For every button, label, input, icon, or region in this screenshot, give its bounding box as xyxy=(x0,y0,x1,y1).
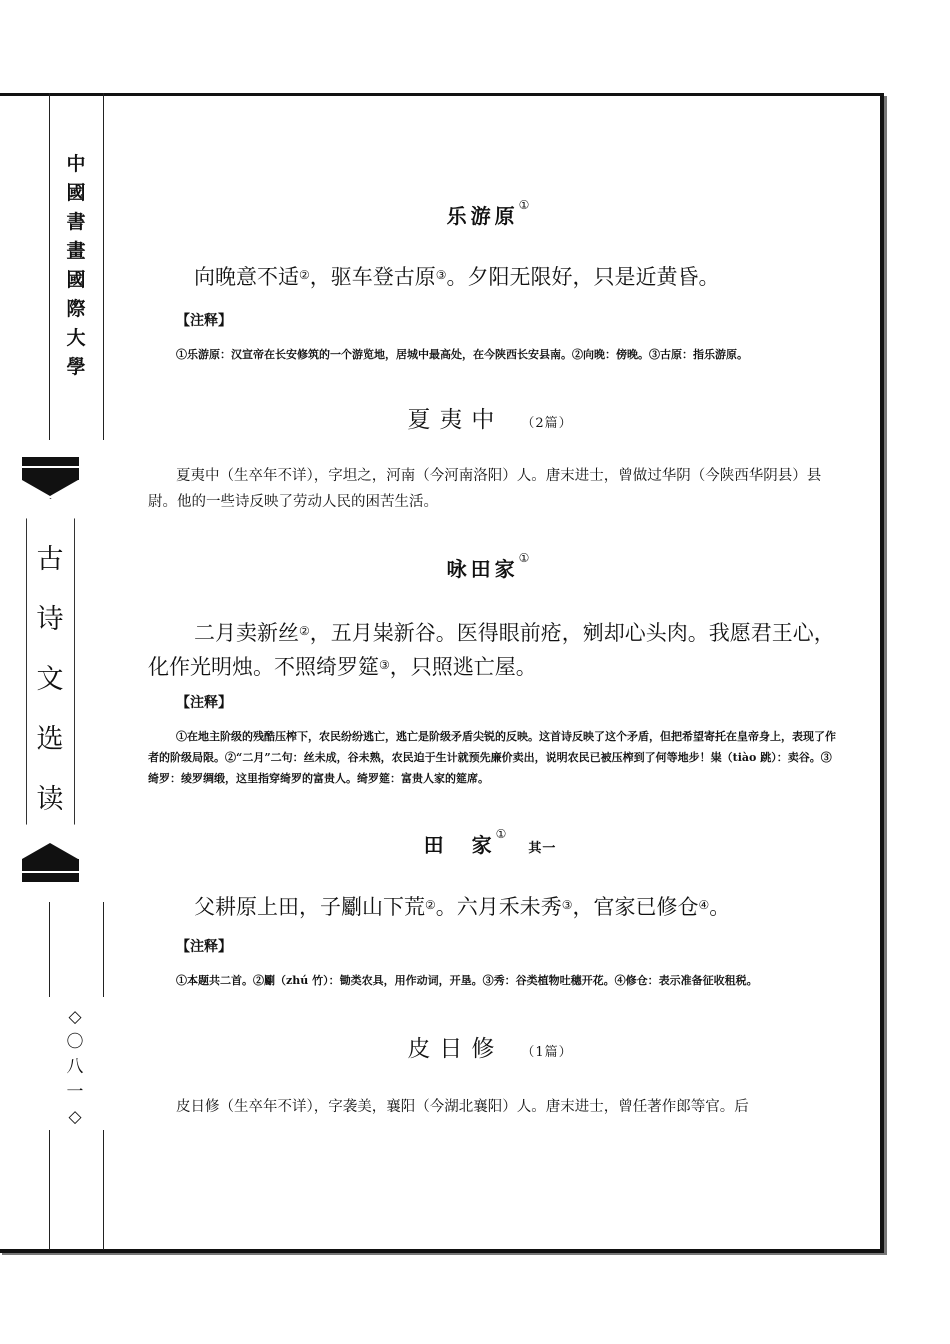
poem-title: 田 家①其一 xyxy=(423,827,557,857)
series-title: 中國書畫國際大學 xyxy=(66,153,86,378)
band-bottom-thin xyxy=(22,873,79,882)
band-bottom-thick xyxy=(22,859,79,871)
spine-rule-left xyxy=(49,93,50,440)
book-title-char: 读 xyxy=(36,784,64,815)
spine-rule-right-lower xyxy=(103,902,104,997)
book-title-char: 文 xyxy=(36,664,64,695)
page-number-ornament: ◇ xyxy=(68,1107,82,1127)
notes-text: ①在地主阶级的残酷压榨下，农民纷纷逃亡，逃亡是阶级矛盾尖锐的反映。这首诗反映了这个矛盾，但把希望寄托在皇帝身上，表现了作者的阶级局限。②“二月”二句：丝未成，谷未熟，农民迫于生计就预先廉价卖出，说明农民已被压榨到了何等地步！粜（tiào 跳）：卖谷。③绮罗：绫罗绸缎，这里指穿绮罗的富贵人。绮罗筵：富贵人家的筵席。 xyxy=(148,730,836,785)
spine-rule-left-lower xyxy=(49,902,50,997)
page-number xyxy=(60,1005,90,1130)
notes-heading: 【注释】 xyxy=(176,939,232,955)
book-title-char: 古 xyxy=(36,544,64,575)
band-top-thin xyxy=(22,457,79,466)
page-frame-shadow-bottom xyxy=(2,1253,887,1255)
spine-rule-left-bottom xyxy=(49,1130,50,1250)
poem-title: 乐游原① xyxy=(446,198,534,228)
author-heading: 皮日修 （1篇） xyxy=(407,1036,573,1062)
page-number-digit: 〇 xyxy=(66,1032,84,1052)
band-bottom-notch xyxy=(22,843,78,859)
poem-text: 二月卖新丝②，五月粜新谷。医得眼前疮，剜却心头肉。我愿君王心，化作光明烛。不照绮罗筵③，只照逃亡屋。 xyxy=(148,621,835,679)
book-title-char: 选 xyxy=(36,724,64,755)
page-number-digit: 一 xyxy=(66,1082,84,1102)
poem-text: 向晚意不适②，驱车登古原③。夕阳无限好，只是近黄昏。 xyxy=(194,265,720,289)
spine-rule-right-bottom xyxy=(103,1130,104,1250)
notes-text: ①乐游原：汉宣帝在长安修筑的一个游览地，居城中最高处，在今陕西长安县南。②向晚：傍晚。③古原：指乐游原。 xyxy=(176,348,748,361)
book-title xyxy=(30,530,70,830)
author-bio: 皮日修（生卒年不详），字袭美，襄阳（今湖北襄阳）人。唐末进士，曾任著作郎等官。后 xyxy=(176,1099,749,1115)
spine-rule-right xyxy=(103,93,104,440)
page-number-ornament: ◇ xyxy=(68,1007,82,1027)
author-heading: 夏夷中 （2篇） xyxy=(407,407,573,433)
poem-title: 咏田家① xyxy=(446,551,534,581)
page-frame-shadow-right xyxy=(884,96,887,1255)
band-top-thick xyxy=(22,468,79,480)
notes-text: ①本题共二首。②劚（zhú 竹）：锄类农具，用作动词，开垦。③秀：谷类植物吐穗开花。④修仓：表示准备征收租税。 xyxy=(176,974,758,987)
page-frame-top xyxy=(0,93,884,96)
notes-heading: 【注释】 xyxy=(176,313,232,329)
poem-text: 父耕原上田，子劚山下荒②。六月禾未秀③，官家已修仓④。 xyxy=(194,895,731,919)
book-title-char: 诗 xyxy=(36,604,64,635)
page-number-digit: 八 xyxy=(66,1057,84,1077)
notes-heading: 【注释】 xyxy=(176,695,232,711)
band-top-notch xyxy=(22,480,78,496)
author-bio: 夏夷中（生卒年不详），字坦之，河南（今河南洛阳）人。唐末进士，曾做过华阴（今陕西华阴县）县尉。他的一些诗反映了劳动人民的困苦生活。 xyxy=(148,468,822,510)
